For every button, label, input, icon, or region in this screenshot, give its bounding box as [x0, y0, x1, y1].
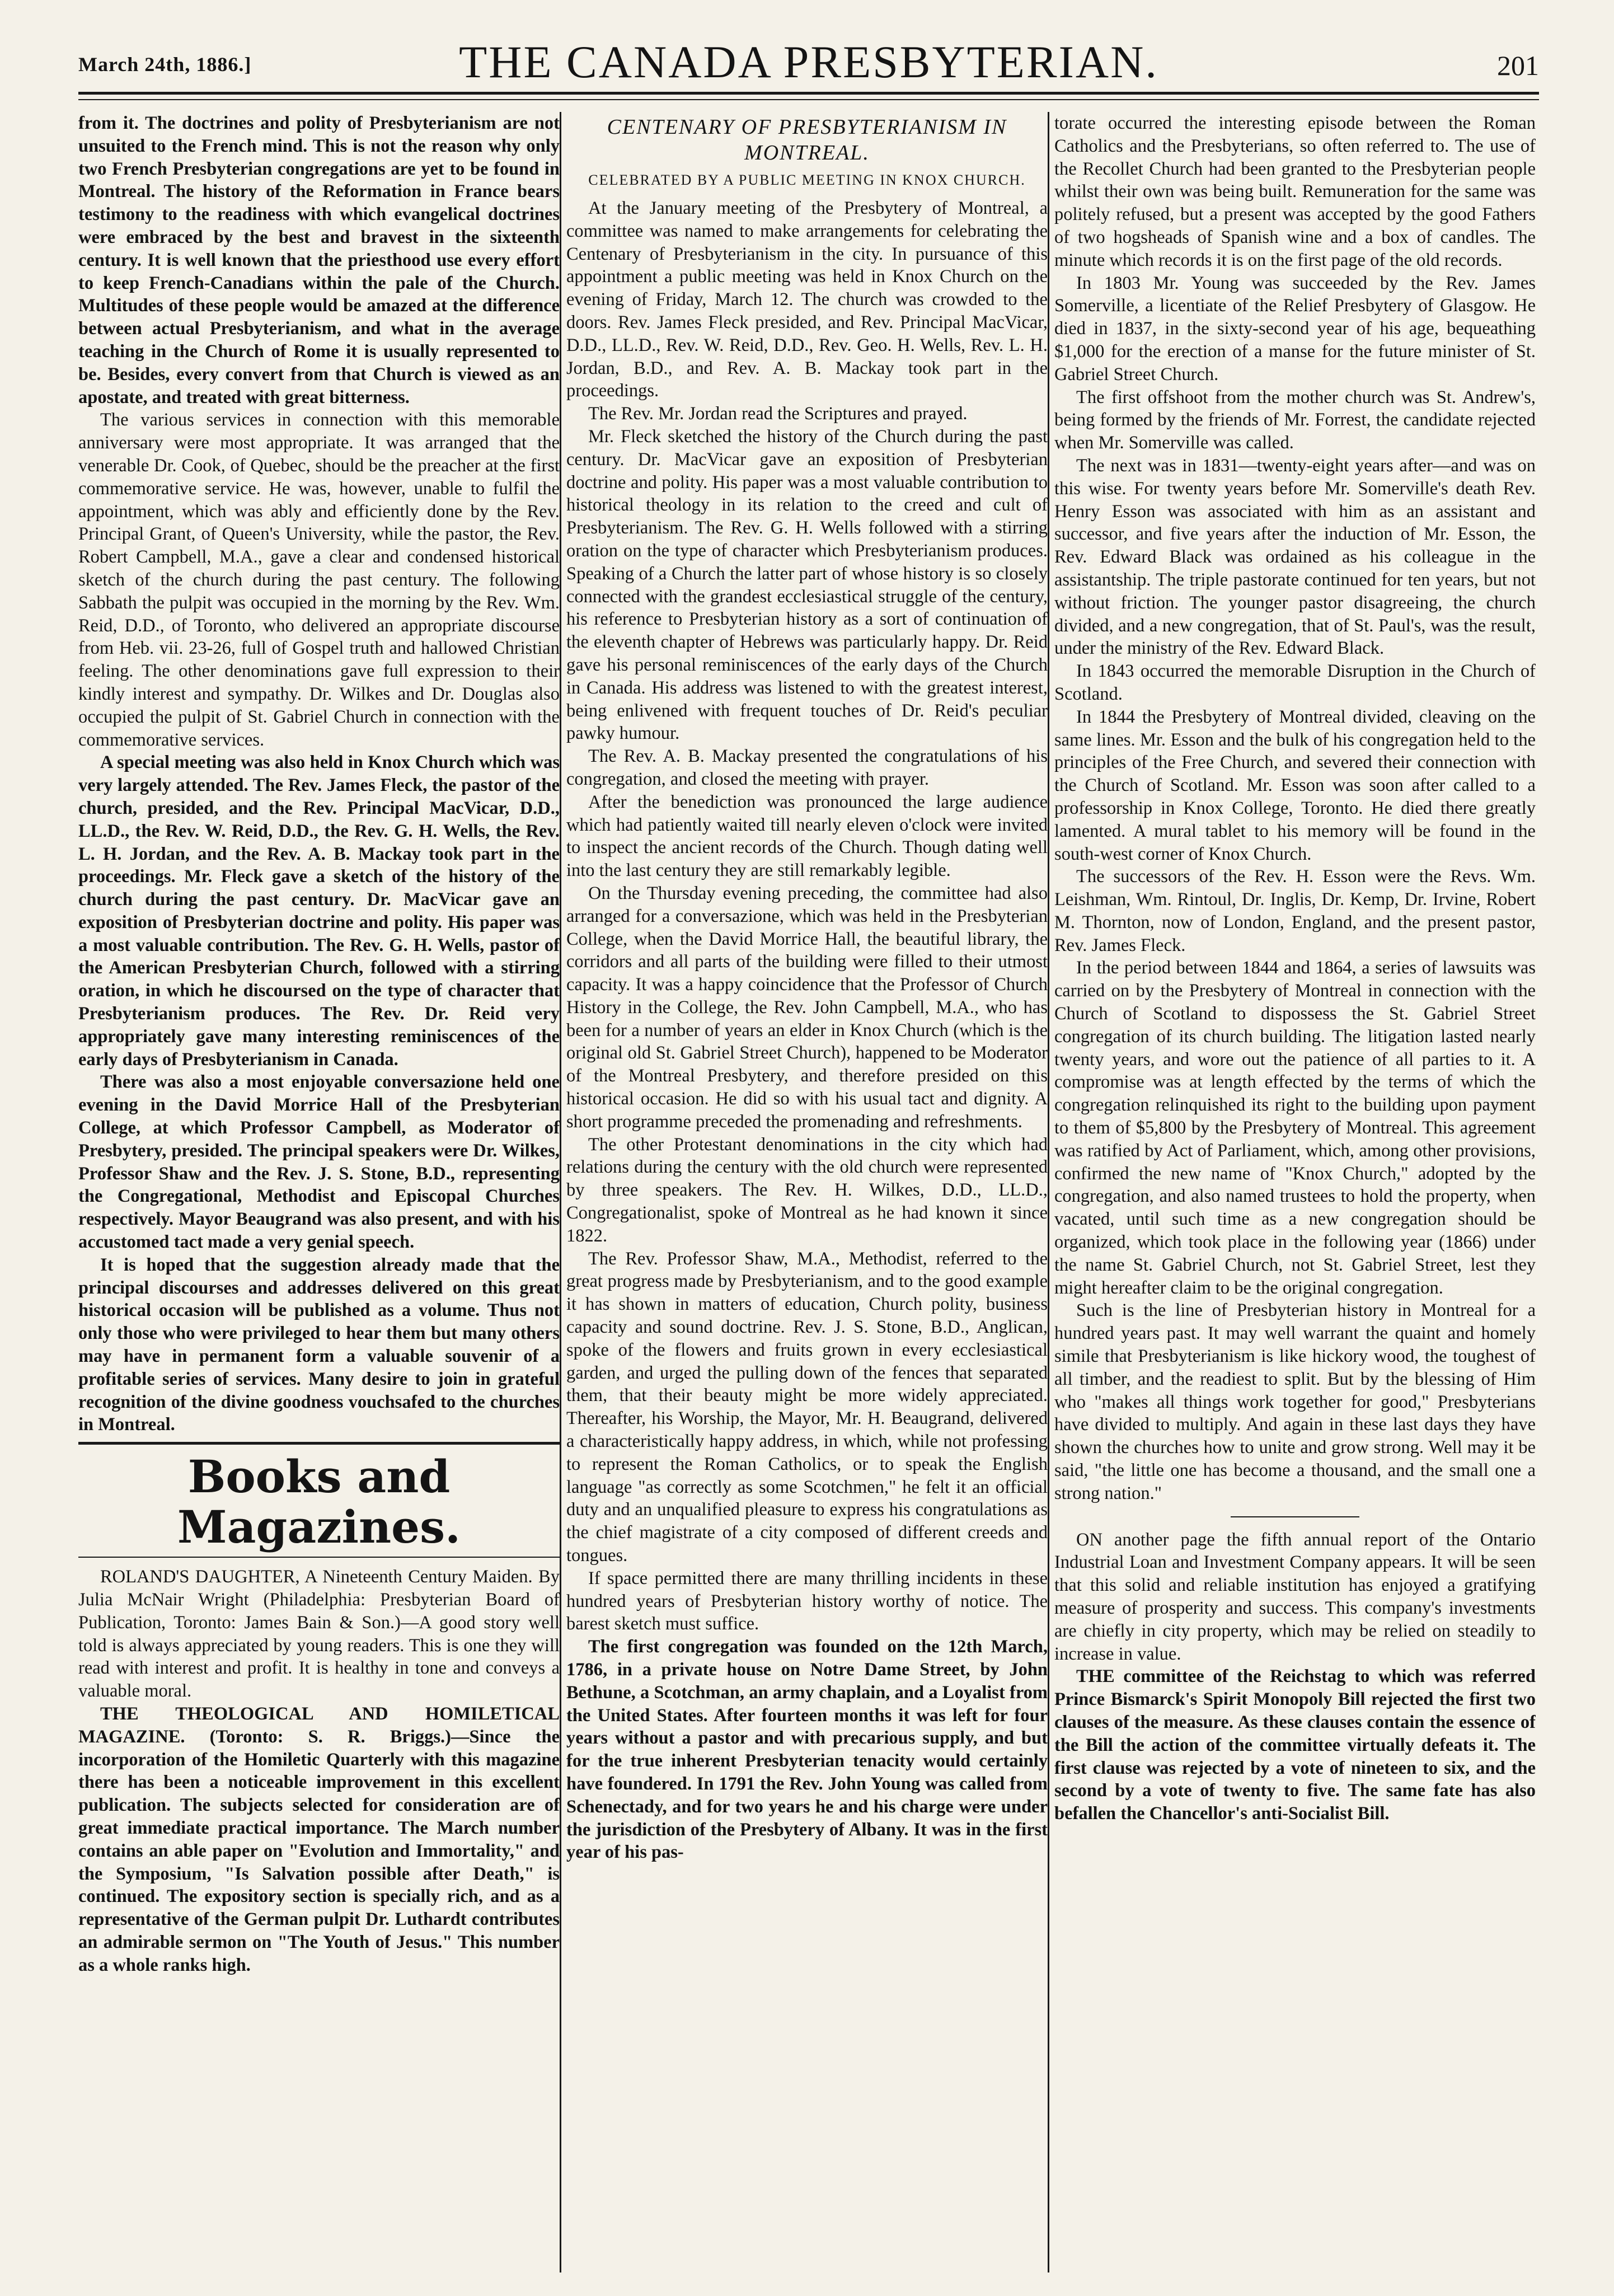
paragraph: After the benediction was pronounced the large audience which had patiently waited till nearly eleven o'clock were invited to inspect the ancient records of the Church. Though dating well into the last century they are still remarkably legible.	[566, 791, 1048, 881]
paragraph: Such is the line of Presbyterian history in Montreal for a hundred years past. It may well warrant the quaint and homely simile that Presbyterianism is like hickory wood, the toughest of all timber, and the readiest to split. But by the blessing of Him who "makes all things work together for good," Presbyterians have divided to multiply. And again in these last days they have shown the churches how to unite and grow strong. Well may it be said, "the little one has become a thousand, and the small one a strong nation."	[1054, 1300, 1536, 1503]
book-review: ROLAND'S DAUGHTER, A Nineteenth Century Maiden. By Julia McNair Wright (Philadelphia: Presbyterian Board of Publication, Toronto: James Bain & Son.)—A good story well told is always appreciated by young readers. This is one they will read with interest and profit. It is healthy in tone and conveys a valuable moral.	[78, 1567, 560, 1702]
news-note: ON another page the fifth annual report of the Ontario Industrial Loan and Investment Company appears. It will be seen that this solid and reliable institution has enjoyed a gratifying measure of prosperity and success. This company's investments are chiefly in city property, which may be relied on steadily to increase in value.	[1054, 1529, 1536, 1664]
column-1	[78, 112, 560, 2272]
paragraph: In 1844 the Presbytery of Montreal divided, cleaving on the same lines. Mr. Esson and the bulk of his congregation held to the principles of the Free Church, and severed their connection with the Church of Scotland. Mr. Esson was soon after called to a professorship in Knox College, Toronto. He died there greatly lamented. A mural tablet to his memory will be found in the south-west corner of Knox Church.	[1054, 706, 1536, 864]
paragraph: On the Thursday evening preceding, the committee had also arranged for a conversazione, which was held in the Presbyterian College, when the David Morrice Hall, the beautiful library, the corridors and all parts of the building were filled to their utmost capacity. It was a happy coincidence that the Professor of Church History in the College, the Rev. John Campbell, M.A., who has been for a number of years an elder in Knox Church (which is the original old St. Gabriel Street Church), happened to be Moderator of the Montreal Presbytery, and therefore presided on this historical occasion. He did so with his usual tact and dignity. A short programme preceded the promenading and refreshments.	[566, 883, 1048, 1132]
paragraph: Mr. Fleck sketched the history of the Church during the past century. Dr. MacVicar gave an exposition of Presbyterian doctrine and polity. His paper was a most valuable contribution to historical theology in its relation to the creed and cult of Presbyterianism. The Rev. G. H. Wells followed with a stirring oration on the type of character which Presbyterianism produces. Speaking of a Church the latter part of whose history is so closely connected with the grandest ecclesiastical struggle of the century, his reference to Presbyterian history as a sort of continuation of the eleventh chapter of Hebrews was particularly happy. Dr. Reid gave his personal reminiscences of the early days of the Church in Canada. His address was listened to with the greatest interest, being enlivened with frequent touches of Dr. Reid's peculiar pawky humour.	[566, 426, 1048, 744]
paragraph: The Rev. A. B. Mackay presented the congratulations of his congregation, and closed the meeting with prayer.	[566, 746, 1048, 789]
paragraph: The next was in 1831—twenty-eight years after—and was on this wise. For twenty years before Mr. Somerville's death Rev. Henry Esson was associated with him as an assistant and successor, and five years after the induction of Mr. Esson, the Rev. Edward Black was ordained as his colleague in the assistantship. The triple pastorate continued for ten years, but not without friction. The younger pastor disagreeing, the church divided, and a new congregation, that of St. Paul's, was the result, under the ministry of the Rev. Edward Black.	[1054, 455, 1536, 659]
paragraph: It is hoped that the suggestion already made that the principal discourses and addresses delivered on this great historical occasion will be published as a volume. Thus not only those who were privileged to hear them but many others may have in permanent form a valuable souvenir of a profitable series of services. Many desire to join in grateful recognition of the divine goodness vouchsafed to the churches in Montreal.	[78, 1254, 560, 1435]
article-subtitle: CELEBRATED BY A PUBLIC MEETING IN KNOX CHURCH.	[588, 172, 1026, 188]
paragraph: There was also a most enjoyable conversazione held one evening in the David Morrice Hall of the Presbyterian College, at which Professor Campbell, as Moderator of Presbytery, presided. The principal speakers were Dr. Wilkes, Professor Shaw and the Rev. J. S. Stone, B.D., representing the Congregational, Methodist and Episcopal Churches respectively. Mayor Beaugrand was also present, and with his accustomed tact made a very genial speech.	[78, 1072, 560, 1253]
paragraph: from it. The doctrines and polity of Presbyterianism are not unsuited to the French mind. This is not the reason why only two French Presbyterian congregations are yet to be found in Montreal. The history of the Reformation in France bears testimony to the readiness with which evangelical doctrines were embraced by the best and bravest in the sixteenth century. It is well known that the priesthood use every effort to keep French-Canadians within the pale of the Church. Multitudes of these people would be amazed at the difference between actual Presbyterianism, and what in the average teaching in the Church of Rome it is usually represented to be. Besides, every convert from that Church is viewed as an apostate, and treated with great bitterness.	[78, 113, 560, 407]
book-review: THE THEOLOGICAL AND HOMILETICAL MAGAZINE. (Toronto: S. R. Briggs.)—Since the incorporation of the Homiletic Quarterly with this magazine there has been a noticeable improvement in this excellent publication. The subjects selected for consideration are of great immediate practical importance. The March number contains an able paper on "Evolution and Immortality," and the Symposium, "Is Salvation possible after Death," is continued. The expository section is specially rich, and as a representative of the German pulpit Dr. Luthardt contributes an admirable sermon on "The Youth of Jesus." This number as a whole ranks high.	[78, 1704, 560, 1975]
paragraph: At the January meeting of the Presbytery of Montreal, a committee was named to make arrangements for celebrating the Centenary of Presbyterianism in the city. In pursuance of this appointment a public meeting was held in Knox Church on the evening of Friday, March 12. The church was crowded to the doors. Rev. James Fleck presided, and Rev. Principal MacVicar, D.D., LL.D., Rev. W. Reid, D.D., Rev. Geo. H. Wells, Rev. L. H. Jordan, B.D., and Rev. A. B. Mackay took part in the proceedings.	[566, 198, 1048, 401]
column-3	[1054, 112, 1536, 2272]
news-note: THE committee of the Reichstag to which was referred Prince Bismarck's Spirit Monopoly Bill rejected the first two clauses of the measure. As these clauses contain the essence of the Bill the action of the committee virtually defeats it. The first clause was rejected by a vote of nineteen to six, and the second by a vote of twenty to five. The same fate has also befallen the Chancellor's anti-Socialist Bill.	[1054, 1666, 1536, 1824]
paragraph: The Rev. Mr. Jordan read the Scriptures and prayed.	[588, 404, 968, 424]
column-rule-2	[1048, 112, 1049, 2272]
paragraph: If space permitted there are many thrilling incidents in these hundred years of Presbyterian history worthy of notice. The barest sketch must suffice.	[566, 1568, 1048, 1634]
masthead-title: THE CANADA PRESBYTERIAN.	[459, 36, 1158, 87]
paragraph: torate occurred the interesting episode between the Roman Catholics and the Presbyterians, so often referred to. The use of the Recollet Church had been granted to the Presbyterian people whilst their own was being built. Remuneration for the same was politely refused, but a present was accepted by the good Fathers of two hogsheads of Spanish wine and a box of candles. The minute which records it is on the first page of the old records.	[1054, 113, 1536, 270]
paragraph: The first offshoot from the mother church was St. Andrew's, being formed by the friends of Mr. Forrest, the candidate rejected when Mr. Somerville was called.	[1054, 387, 1536, 453]
column-2	[566, 112, 1048, 2272]
paragraph: The Rev. Professor Shaw, M.A., Methodist, referred to the great progress made by Presbyterianism, and to the good example it has shown in matters of education, Church polity, business capacity and sound doctrine. Rev. J. S. Stone, B.D., Anglican, spoke of the flowers and fruits grown in every ecclesiastical garden, and urged the pulling down of the fences that separated them, that their beauty might be more widely appreciated. Thereafter, his Worship, the Mayor, Mr. H. Beaugrand, delivered a characteristically happy address, in which, while not professing to represent the Roman Catholics, or to speak the English language "as correctly as some Scotchmen," he felt it an official duty and an unqualified pleasure to express his congratulations as the chief magistrate of a city composed of different creeds and tongues.	[566, 1248, 1048, 1566]
paragraph: In 1803 Mr. Young was succeeded by the Rev. James Somerville, a licentiate of the Relief Presbytery of Glasgow. He died in 1837, in the sixty-second year of his age, bequeathing $1,000 for the erection of a manse for the future minister of St. Gabriel Street Church.	[1054, 273, 1536, 385]
paragraph: The successors of the Rev. H. Esson were the Revs. Wm. Leishman, Wm. Rintoul, Dr. Inglis, Dr. Kemp, Dr. Irvine, Robert M. Thornton, now of London, England, and the present pastor, Rev. James Fleck.	[1054, 866, 1536, 955]
paragraph: The various services in connection with this memorable anniversary were most appropriate. It was arranged that the venerable Dr. Cook, of Quebec, should be the preacher at the first commemorative service. He was, however, unable to fulfil the appointment, which was ably and efficiently done by the Rev. Principal Grant, of Queen's University, while the pastor, the Rev. Robert Campbell, M.A., gave a clear and condensed historical sketch of the church during the past century. The following Sabbath the pulpit was occupied in the morning by the Rev. Wm. Reid, D.D., of Toronto, who delivered an appropriate discourse from Heb. vii. 23-26, full of Gospel truth and hallowed Christian feeling. The other denominations gave full expression to their kindly interest and sympathy. Dr. Wilkes and Dr. Douglas also occupied the pulpit of St. Gabriel Church in connection with the commemorative services.	[78, 410, 560, 750]
paragraph: The other Protestant denominations in the city which had relations during the century with the old church were represented by three speakers. The Rev. H. Wilkes, D.D., LL.D., Congregationalist, spoke of Montreal as he had known it since 1822.	[566, 1134, 1048, 1246]
header-rule	[78, 92, 1539, 100]
paragraph: The first congregation was founded on the 12th March, 1786, in a private house on Notre Dame Street, by John Bethune, a Scotchman, an army chaplain, and a Loyalist from the United States. After fourteen months it was left for four years without a pastor and with precarious supply, and but for the true inherent Presbyterian tenacity would certainly have foundered. In 1791 the Rev. John Young was called from Schenectady, and for two years he and his charge were under the jurisdiction of the Presbytery of Albany. It was in the first year of his pas-	[566, 1637, 1048, 1863]
page-number: 201	[1497, 50, 1539, 81]
page-header	[78, 20, 1539, 87]
divider-rule	[1231, 1516, 1359, 1517]
paragraph: In 1843 occurred the memorable Disruption in the Church of Scotland.	[1054, 661, 1536, 704]
article-title: CENTENARY OF PRESBYTERIANISM IN MONTREAL.	[607, 115, 1007, 165]
section-heading-books-magazines: Books and Magazines.	[78, 1442, 560, 1558]
issue-date: March 24th, 1886.]	[78, 53, 252, 76]
paragraph: A special meeting was also held in Knox Church which was very largely attended. The Rev. James Fleck, the pastor of the church, presided, and the Rev. Principal MacVicar, D.D., LL.D., the Rev. W. Reid, D.D., the Rev. G. H. Wells, the Rev. L. H. Jordan, and the Rev. A. B. Mackay took part in the proceedings. Mr. Fleck gave a sketch of the history of the church during the past century. Dr. MacVicar gave an exposition of Presbyterian doctrine and polity. His paper was a most valuable contribution. The Rev. G. H. Wells, pastor of the American Presbyterian Church, followed with a stirring oration, in which he discoursed on the type of character that Presbyterianism produces. The Rev. Dr. Reid very appropriately gave many interesting reminiscences of the early days of Presbyterianism in Canada.	[78, 752, 560, 1070]
paragraph: In the period between 1844 and 1864, a series of lawsuits was carried on by the Presbytery of Montreal in connection with the Church of Scotland to dispossess the St. Gabriel Street congregation of its church building. The litigation lasted nearly twenty years, and wore out the patience of all parties to it. A compromise was at length effected by the terms of which the congregation relinquished its right to the building upon payment to them of $5,800 by the Presbytery of Montreal. This agreement was ratified by Act of Parliament, which, among other provisions, confirmed the new name of "Knox Church," adopted by the congregation, and also named trustees to hold the property, when vacated, until such time as a new congregation should be organized, which took place in the following year (1866) under the name St. Gabriel Church, not St. Gabriel Street, lest they might hereafter claim to be the original congregation.	[1054, 958, 1536, 1298]
column-rule-1	[560, 112, 561, 2272]
